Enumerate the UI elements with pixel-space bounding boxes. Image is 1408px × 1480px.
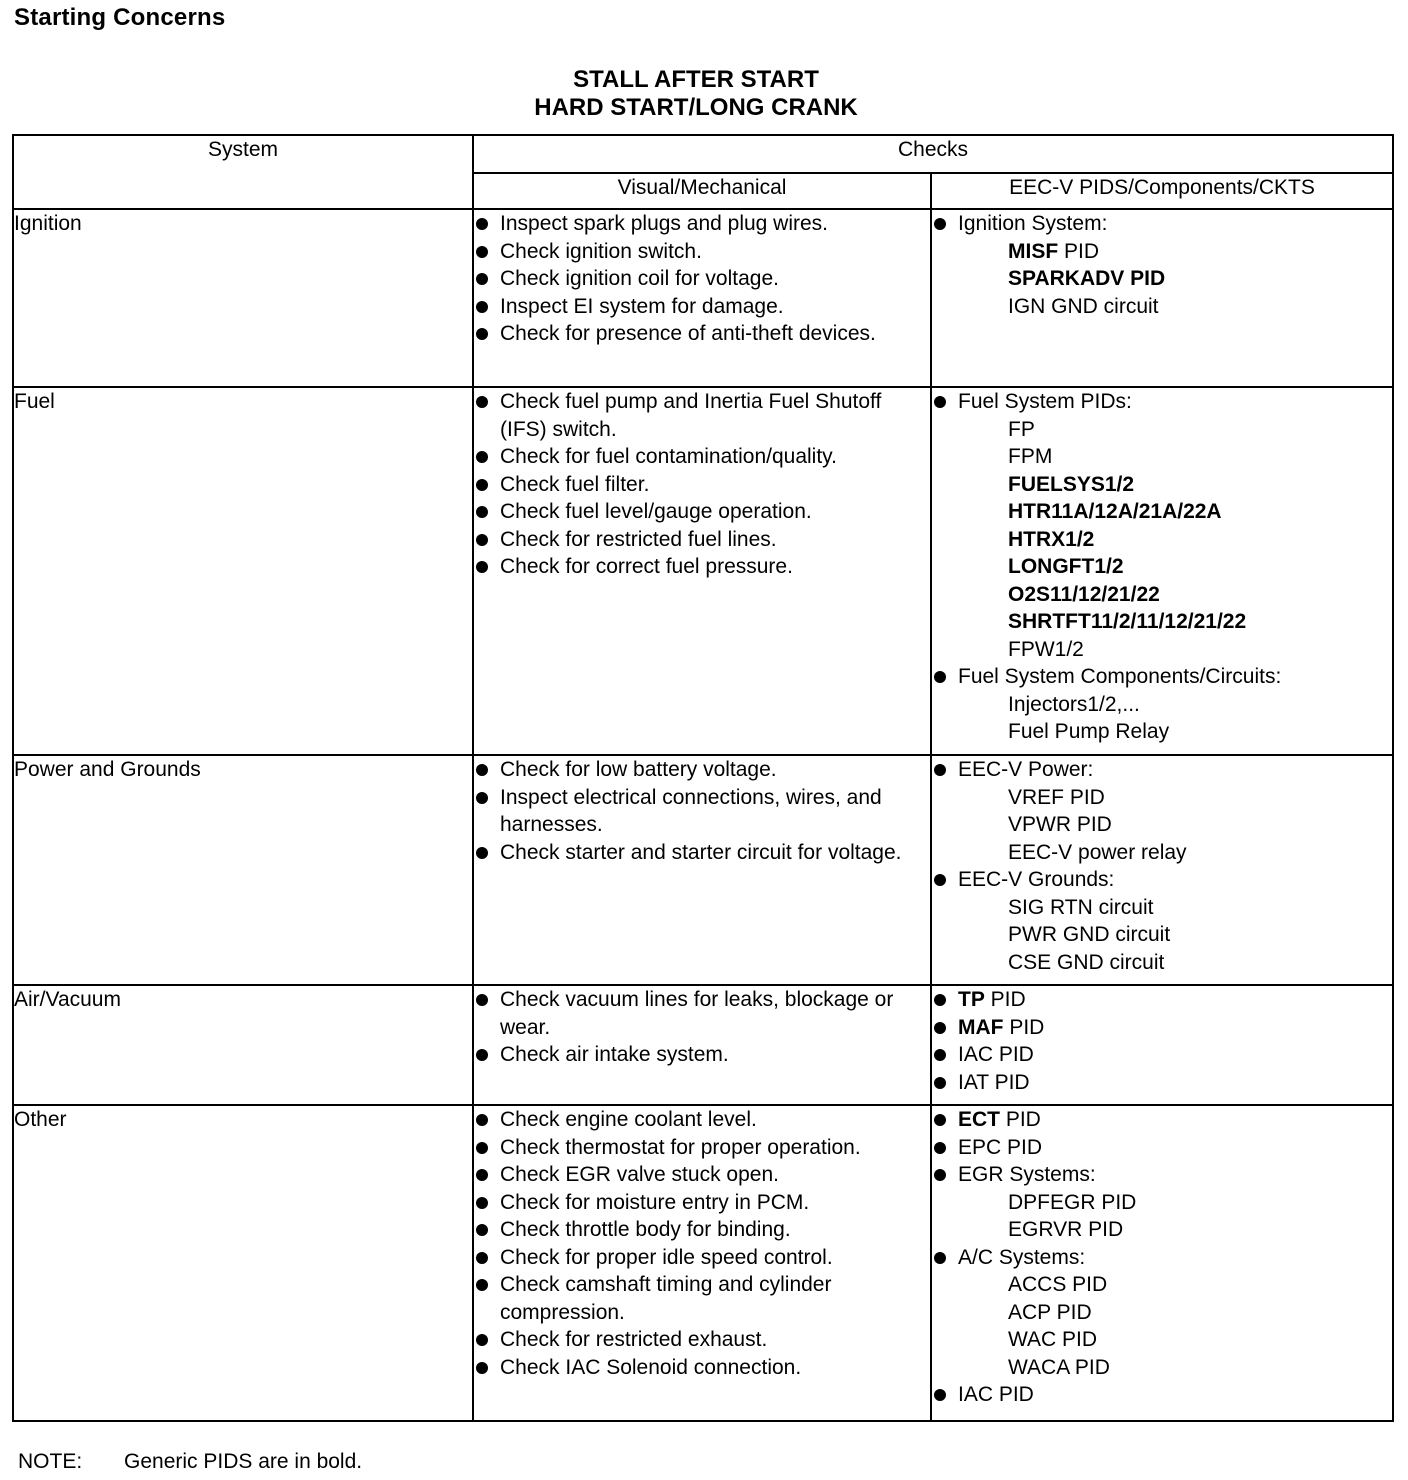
eec-pid-item <box>932 1326 1392 1354</box>
document-title <box>0 66 1392 122</box>
visual-check-item: Check IAC Solenoid connection. <box>474 1354 930 1382</box>
visual-check-item: Check for restricted fuel lines. <box>474 526 930 554</box>
footnote <box>18 1450 362 1474</box>
eec-pid-group <box>932 1244 1392 1272</box>
eec-pid-item <box>932 921 1392 949</box>
header-system: System <box>13 135 473 209</box>
eec-pid-suffix: PID <box>1058 239 1100 263</box>
eec-pid-text: IAT PID <box>958 1070 1030 1094</box>
title-line-1: STALL AFTER START <box>573 66 819 93</box>
eec-pid-text: EEC-V power relay <box>1008 840 1187 864</box>
system-cell: Ignition <box>13 209 473 387</box>
eec-pid-item <box>932 839 1392 867</box>
eec-pid-group <box>932 756 1392 784</box>
eec-pid-suffix: PID <box>984 988 1026 1011</box>
eec-pid-list <box>932 210 1392 320</box>
table-row <box>13 387 1393 755</box>
eec-pid-text: HTRX1/2 <box>1008 527 1095 551</box>
visual-check-item: Check for presence of anti-theft devices. <box>474 320 930 348</box>
eec-pid-group <box>932 1161 1392 1189</box>
eec-pid-text: IAC PID <box>958 1383 1034 1406</box>
eec-pids-cell <box>931 985 1393 1105</box>
eec-pid-list <box>932 388 1392 746</box>
eec-pid-text: ECT <box>958 1108 1000 1131</box>
eec-pid-item <box>932 1299 1392 1327</box>
eec-pid-item <box>932 498 1392 526</box>
eec-pid-suffix: PID <box>1000 1108 1041 1131</box>
eec-pid-group <box>932 1381 1392 1409</box>
eec-pid-text: FPW1/2 <box>1008 637 1084 661</box>
eec-pid-text: ACP PID <box>1008 1300 1092 1324</box>
table-row <box>13 209 1393 387</box>
eec-pid-text: FP <box>1008 417 1035 441</box>
eec-pid-text: Fuel System PIDs: <box>958 390 1132 413</box>
header-visual-mechanical: Visual/Mechanical <box>473 173 931 209</box>
eec-pid-text: Fuel System Components/Circuits: <box>958 665 1282 688</box>
eec-pid-group <box>932 866 1392 894</box>
eec-pid-item <box>932 238 1392 266</box>
visual-check-item: Check throttle body for binding. <box>474 1216 930 1244</box>
visual-mechanical-cell <box>473 755 931 985</box>
eec-pid-text: MAF <box>958 1015 1004 1039</box>
eec-pid-list <box>932 756 1392 976</box>
visual-check-item: Check starter and starter circuit for voltage. <box>474 839 930 867</box>
table-body <box>13 209 1393 1421</box>
checks-table <box>12 134 1394 1422</box>
eec-pid-text: EPC PID <box>958 1135 1043 1159</box>
system-cell: Fuel <box>13 387 473 755</box>
eec-pid-text: LONGFT1/2 <box>1008 555 1124 578</box>
eec-pid-text: VPWR PID <box>1008 813 1112 836</box>
eec-pid-text: SPARKADV PID <box>1008 267 1166 290</box>
eec-pid-item <box>932 443 1392 471</box>
eec-pid-group <box>932 1134 1392 1162</box>
visual-check-item: Check ignition switch. <box>474 238 930 266</box>
header-eec-pids: EEC-V PIDS/Components/CKTS <box>931 173 1393 209</box>
eec-pid-item <box>932 1216 1392 1244</box>
note-text: Generic PIDS are in bold. <box>124 1450 363 1473</box>
eec-pid-item <box>932 1271 1392 1299</box>
visual-check-item: Check for correct fuel pressure. <box>474 553 930 581</box>
eec-pid-text: DPFEGR PID <box>1008 1190 1137 1214</box>
eec-pid-item <box>932 784 1392 812</box>
visual-mechanical-cell <box>473 209 931 387</box>
eec-pid-text: SHRTFT11/2/11/12/21/22 <box>1008 610 1247 633</box>
eec-pid-item <box>932 718 1392 746</box>
eec-pid-text: ACCS PID <box>1008 1273 1108 1296</box>
eec-pid-group <box>932 1069 1392 1097</box>
visual-check-item: Check EGR valve stuck open. <box>474 1161 930 1189</box>
eec-pid-text: EGRVR PID <box>1008 1218 1124 1241</box>
visual-check-item: Check for restricted exhaust. <box>474 1326 930 1354</box>
eec-pid-item <box>932 894 1392 922</box>
visual-check-item: Check for moisture entry in PCM. <box>474 1189 930 1217</box>
eec-pid-text: MISF <box>1008 239 1059 263</box>
eec-pid-group <box>932 210 1392 238</box>
eec-pid-list <box>932 986 1392 1096</box>
eec-pid-text: SIG RTN circuit <box>1008 895 1154 919</box>
eec-pid-item <box>932 636 1392 664</box>
eec-pid-item <box>932 1189 1392 1217</box>
visual-check-item: Check air intake system. <box>474 1041 930 1069</box>
visual-check-item: Check fuel filter. <box>474 471 930 499</box>
visual-check-list <box>474 1106 930 1381</box>
eec-pid-item <box>932 608 1392 636</box>
eec-pid-text: Ignition System: <box>958 212 1108 235</box>
eec-pid-group <box>932 663 1392 691</box>
eec-pid-text: EGR Systems: <box>958 1163 1096 1186</box>
eec-pid-group <box>932 1106 1392 1134</box>
visual-check-item: Check for proper idle speed control. <box>474 1244 930 1272</box>
eec-pid-item <box>932 265 1392 293</box>
eec-pid-text: A/C Systems: <box>958 1245 1086 1269</box>
eec-pid-list <box>932 1106 1392 1409</box>
visual-check-item: Check vacuum lines for leaks, blockage or wear. <box>474 986 930 1041</box>
table-row <box>13 985 1393 1105</box>
eec-pid-item <box>932 293 1392 321</box>
eec-pid-text: Fuel Pump Relay <box>1008 720 1170 743</box>
eec-pid-item <box>932 471 1392 499</box>
eec-pids-cell <box>931 209 1393 387</box>
eec-pid-item <box>932 949 1392 977</box>
visual-check-item: Inspect spark plugs and plug wires. <box>474 210 930 238</box>
visual-check-list <box>474 388 930 581</box>
eec-pid-text: HTR11A/12A/21A/22A <box>1008 500 1222 523</box>
visual-mechanical-cell <box>473 985 931 1105</box>
visual-check-list <box>474 986 930 1069</box>
visual-check-item: Check camshaft timing and cylinder compression. <box>474 1271 930 1326</box>
section-title: Starting Concerns <box>14 4 226 31</box>
system-cell: Other <box>13 1105 473 1421</box>
visual-mechanical-cell <box>473 1105 931 1421</box>
eec-pid-group <box>932 1041 1392 1069</box>
eec-pid-item <box>932 811 1392 839</box>
eec-pids-cell <box>931 1105 1393 1421</box>
eec-pid-group <box>932 986 1392 1014</box>
header-checks: Checks <box>473 135 1393 173</box>
eec-pids-cell <box>931 387 1393 755</box>
eec-pid-text: TP <box>958 988 985 1011</box>
visual-check-list <box>474 210 930 348</box>
eec-pid-text: VREF PID <box>1008 785 1105 809</box>
eec-pid-text: FUELSYS1/2 <box>1008 472 1135 496</box>
eec-pid-item <box>932 553 1392 581</box>
eec-pid-text: IAC PID <box>958 1043 1034 1066</box>
eec-pid-text: CSE GND circuit <box>1008 950 1165 974</box>
eec-pid-text: EEC-V Power: <box>958 758 1094 781</box>
table-row <box>13 755 1393 985</box>
eec-pids-cell <box>931 755 1393 985</box>
eec-pid-item <box>932 581 1392 609</box>
visual-check-item: Check ignition coil for voltage. <box>474 265 930 293</box>
eec-pid-text: O2S11/12/21/22 <box>1008 582 1160 606</box>
visual-check-item: Check fuel level/gauge operation. <box>474 498 930 526</box>
eec-pid-text: IGN GND circuit <box>1008 294 1159 318</box>
table-row <box>13 1105 1393 1421</box>
eec-pid-text: FPM <box>1008 445 1053 468</box>
note-label: NOTE: <box>18 1450 83 1473</box>
eec-pid-suffix: PID <box>1003 1015 1045 1039</box>
eec-pid-item <box>932 416 1392 444</box>
eec-pid-group <box>932 388 1392 416</box>
visual-check-list <box>474 756 930 866</box>
eec-pid-item <box>932 1354 1392 1382</box>
system-cell: Air/Vacuum <box>13 985 473 1105</box>
eec-pid-item <box>932 691 1392 719</box>
visual-check-item: Check engine coolant level. <box>474 1106 930 1134</box>
visual-check-item: Check for low battery voltage. <box>474 756 930 784</box>
visual-mechanical-cell <box>473 387 931 755</box>
eec-pid-text: WAC PID <box>1008 1328 1098 1351</box>
title-line-2: HARD START/LONG CRANK <box>534 94 858 121</box>
visual-check-item: Check thermostat for proper operation. <box>474 1134 930 1162</box>
eec-pid-text: WACA PID <box>1008 1355 1110 1379</box>
system-cell: Power and Grounds <box>13 755 473 985</box>
eec-pid-text: Injectors1/2,... <box>1008 692 1140 716</box>
visual-check-item: Inspect electrical connections, wires, and harnesses. <box>474 784 930 839</box>
visual-check-item: Check fuel pump and Inertia Fuel Shutoff (IFS) switch. <box>474 388 930 443</box>
visual-check-item: Check for fuel contamination/quality. <box>474 443 930 471</box>
eec-pid-group <box>932 1014 1392 1042</box>
eec-pid-item <box>932 526 1392 554</box>
eec-pid-text: PWR GND circuit <box>1008 923 1171 946</box>
visual-check-item: Inspect EI system for damage. <box>474 293 930 321</box>
eec-pid-text: EEC-V Grounds: <box>958 868 1115 891</box>
